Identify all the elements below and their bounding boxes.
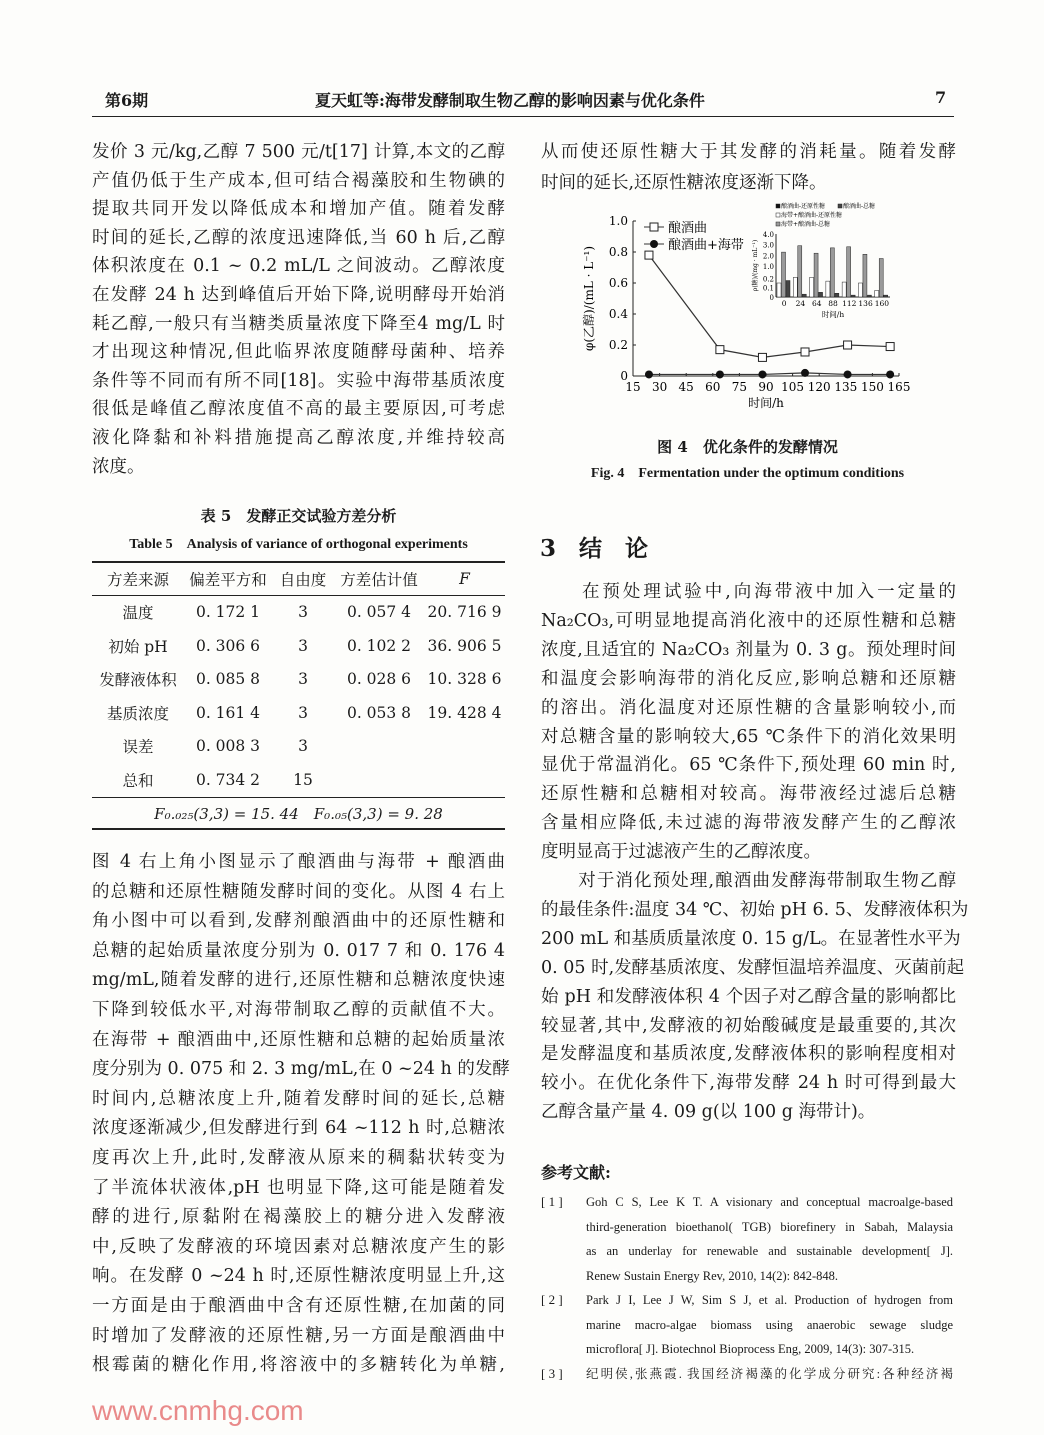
inset-bar [826, 281, 830, 297]
inset-legend-label: 酿酒曲-总糖 [843, 203, 876, 210]
table-cell: 0. 008 3 [195, 737, 261, 756]
inset-bar [858, 283, 862, 297]
data-point-square [645, 251, 653, 259]
figure-caption-en: Fig. 4 Fermentation under the optimum conditions [590, 466, 905, 481]
inset-bar [875, 290, 879, 297]
inset-y-tick-label: 2.0 [762, 252, 774, 261]
text-line: 角小图中可以看到,发酵剂酿酒曲中的还原性糖和 [92, 911, 505, 932]
x-tick-label: 150 [860, 380, 884, 394]
y-tick-label: 0.8 [608, 245, 628, 259]
text-line: 对于消化预处理,酿酒曲发酵海带制取生物乙醇 [541, 871, 956, 891]
column-header: 方差估计值 [340, 570, 418, 589]
text-line: 了半流体状液体,pH 也明显下降,这可能是随着发 [92, 1177, 505, 1198]
table-cell: 3 [298, 703, 308, 722]
inset-bar [793, 277, 797, 297]
legend-label: 酿酒曲+海带 [668, 238, 744, 253]
table-title-cn: 表 5 发酵正交试验方差分析 [200, 507, 397, 525]
data-point-square [844, 341, 852, 349]
text-line: 还原性糖和总糖相对较高。海带液经过滤后总糖 [541, 784, 956, 805]
text-line: 乙醇含量产量 4. 09 g(以 100 g 海带计)。 [541, 1102, 876, 1123]
inset-legend-swatch [838, 204, 842, 208]
table-cell: 基质浓度 [106, 704, 169, 723]
figure-caption-cn: 图 4 优化条件的发酵情况 [657, 438, 838, 456]
table-cell [334, 730, 424, 764]
table-header-row [92, 562, 505, 596]
text-line: Na₂CO₃,可明显地提高消化液中的还原性糖和总糖 [541, 610, 956, 631]
reference-line: 纪明侯,张燕霞. 我国经济褐藻的化学成分研究:各种经济褐 [586, 1366, 953, 1381]
inset-y-tick-label: 3.0 [762, 241, 774, 250]
table-row [92, 696, 505, 730]
text-line: 度明显高于过滤液产生的乙醇浓度。 [541, 842, 821, 863]
references-heading: 参考文献: [541, 1163, 611, 1182]
text-line: 一方面是由于酿酒曲中含有还原性糖,在加菌的同 [92, 1296, 505, 1316]
inset-bar [782, 252, 786, 297]
table-cell: 温度 [122, 604, 154, 623]
reference-line: microflora[ J]. Biotechnol Bioprocess Eng, 2009, 14(3): 307-315. [586, 1342, 915, 1356]
y-tick-label: 0.4 [608, 307, 628, 321]
text-line: 耗乙醇,一般只有当糖类质量浓度下降至4 mg/L 时 [92, 313, 505, 334]
table-cell: 0. 085 8 [195, 670, 261, 689]
data-point-circle [758, 370, 766, 378]
text-line: 浓度逐渐减少,但发酵进行到 64 ~112 h 时,总糖浓 [92, 1118, 505, 1139]
inset-bar [835, 293, 839, 297]
section-heading: 3 结 论 [540, 535, 649, 562]
inset-x-tick-label: 24 [795, 299, 806, 308]
page-number: 7 [935, 88, 947, 107]
x-axis-label: 时间/h [748, 396, 784, 410]
inset-y-axis-label: ρ(糖)/(mg · mL⁻¹) [752, 239, 759, 292]
table-cell: 3 [298, 737, 308, 756]
table-cell: 0. 057 4 [346, 603, 412, 622]
reference-number: [ 2 ] [541, 1292, 563, 1307]
text-line: 液化降黏和补料措施提高乙醇浓度,并维持较高 [92, 428, 505, 448]
text-line: 对总糖含量的影响较大,65 ℃条件下的消化效果明 [541, 726, 956, 747]
inset-x-tick-label: 64 [811, 299, 822, 308]
text-line: 总糖的起始质量浓度分别为 0. 017 7 和 0. 176 4 [92, 940, 505, 961]
table-cell: 发酵液体积 [99, 671, 177, 690]
text-line: 度再次上升,此时,发酵液从原来的稠黏状转变为 [92, 1148, 505, 1168]
inset-bar [884, 295, 888, 297]
watermark: www.cnmhg.com [92, 1395, 304, 1426]
x-tick-label: 165 [887, 380, 911, 394]
column-header: 方差来源 [106, 570, 169, 589]
text-line: 的溶出。消化温度对还原性糖的含量影响较小,而 [541, 697, 956, 718]
reference-number: [ 3 ] [541, 1365, 563, 1381]
x-tick-label: 15 [625, 380, 641, 394]
table-cell: 0. 161 4 [195, 703, 261, 722]
table-row [92, 730, 505, 764]
data-point-circle [801, 369, 809, 377]
inset-bar [802, 294, 806, 297]
table-cell: 初始 pH [108, 637, 168, 656]
inset-y-tick-label: 0.2 [762, 275, 774, 284]
x-tick-label: 135 [834, 380, 858, 394]
reference-line: third-generation bioethanol( TGB) biorefinery in Sabah, Malaysia [586, 1219, 953, 1234]
inset-bar [810, 277, 814, 297]
table-cell [424, 730, 505, 764]
inset-legend-swatch [776, 204, 780, 208]
inset-x-tick-label: 88 [828, 299, 838, 308]
text-line: 才出现这种情况,但此临界浓度随酵母菌种、培养 [92, 342, 505, 363]
text-line: 显优于常温消化。65 ℃条件下,预处理 60 min 时, [541, 755, 956, 776]
inset-legend-label: 海带+酿酒曲-还原性糖 [781, 212, 843, 219]
table-cell: 0. 172 1 [195, 603, 261, 622]
table-cell: 36. 906 5 [427, 636, 502, 655]
text-line: 和温度会影响海带的消化反应,影响总糖和还原糖 [541, 668, 956, 689]
x-tick-label: 45 [678, 380, 694, 394]
reference-line: Goh C S, Lee K T. A visionary and conceptual macroalge-based [586, 1195, 953, 1209]
data-point-square [716, 346, 724, 354]
data-point-square [801, 348, 809, 356]
x-tick-label: 75 [731, 380, 748, 394]
inset-bar [830, 248, 834, 297]
text-line: 较小。在优化条件下,海带发酵 24 h 时可得到最大 [541, 1073, 956, 1094]
inset-y-tick-label: 0.1 [762, 284, 774, 293]
inset-x-tick-label: 136 [858, 299, 873, 308]
table-cell: 0. 053 8 [346, 703, 412, 722]
series-line-1 [649, 373, 890, 375]
text-line: 在海带 + 酿酒曲中,还原性糖和总糖的起始质量浓 [92, 1029, 505, 1050]
inset-legend-swatch [776, 222, 780, 226]
text-line: 含量相应降低,未过滤的海带液发酵产生的乙醇浓 [541, 813, 956, 834]
inset-y-tick-label: 4.0 [762, 231, 774, 239]
text-line: 酵的进行,原黏附在褐藻胶上的糖分进入发酵液 [92, 1207, 505, 1228]
table-cell: 10. 328 6 [427, 670, 502, 689]
text-line: 0. 05 时,发酵基质浓度、发酵恒温培养温度、灭菌前起 [541, 957, 965, 978]
legend-label: 酿酒曲 [668, 221, 708, 236]
table-cell: 15 [293, 770, 313, 789]
data-point-circle [844, 370, 852, 378]
inset-x-tick-label: 112 [842, 299, 857, 308]
data-point-circle [886, 370, 894, 378]
inset-x-tick-label: 160 [874, 299, 890, 308]
header-rule [92, 116, 954, 117]
text-line: 条件等不同而有所不同[18]。实验中海带基质浓度 [92, 370, 505, 391]
text-line: 时间的延长,还原性糖浓度逐渐下降。 [541, 173, 827, 193]
text-line: 从而使还原性糖大于其发酵的消耗量。随着发酵 [541, 142, 956, 162]
table-bottom-rule [92, 828, 505, 830]
inset-bar [851, 295, 855, 297]
inset-x-axis-label: 时间/h [821, 310, 845, 319]
table-row [92, 763, 505, 797]
x-tick-label: 105 [781, 380, 805, 394]
legend-marker-circle [650, 240, 658, 248]
inset-bar [798, 246, 802, 297]
table-cell: 20. 716 9 [427, 603, 502, 622]
text-line: 根霉菌的糖化作用,将溶液中的多糖转化为单糖, [92, 1355, 505, 1376]
text-line: 在发酵 24 h 达到峰值后开始下降,说明酵母开始消 [92, 285, 505, 305]
running-title: 夏天虹等:海带发酵制取生物乙醇的影响因素与优化条件 [315, 91, 705, 110]
table-cell: 总和 [122, 771, 154, 790]
table-footnote: F₀.₀₂₅(3,3) = 15. 44 F₀.₀₅(3,3) = 9. 28 [154, 805, 443, 823]
inset-y-tick-label: 0 [769, 294, 774, 302]
reference-line: as an underlay for renewable and sustainable development[ J]. [586, 1244, 953, 1258]
y-tick-label: 0.6 [608, 276, 628, 290]
x-tick-label: 90 [758, 380, 774, 394]
inset-bar [847, 247, 851, 297]
table-cell: 19. 428 4 [427, 703, 502, 722]
data-point-circle [645, 370, 653, 378]
issue-number: 第6期 [105, 91, 149, 110]
data-point-square [758, 353, 766, 361]
text-line: 时增加了发酵液的还原性糖,另一方面是酿酒曲中 [92, 1325, 505, 1346]
table-cell: 0. 734 2 [195, 770, 261, 789]
inset-legend-label: 海带+酿酒曲-总糖 [781, 221, 831, 228]
column-header: F [459, 569, 470, 588]
reference-line: marine macro-algae biomass using anaerobic sewage sludge [586, 1317, 953, 1332]
inset-bar [814, 253, 818, 297]
text-line: 很低是峰值乙醇浓度值不高的最主要原因,可考虑 [92, 399, 505, 420]
inset-bar [863, 254, 867, 297]
data-point-square [886, 343, 894, 351]
x-tick-label: 30 [651, 380, 668, 394]
x-tick-label: 60 [705, 380, 721, 394]
text-line: 发价 3 元/kg,乙醇 7 500 元/t[17] 计算,本文的乙醇 [92, 142, 505, 162]
anova-table [92, 562, 505, 797]
text-line: 时间的延长,乙醇的浓度迅速降低,当 60 h 后,乙醇 [92, 227, 505, 248]
table-cell: 0. 102 2 [346, 636, 412, 655]
table-row [92, 629, 505, 663]
table-row [92, 663, 505, 697]
text-line: 提取共同开发以降低成本和增加产值。随着发酵 [92, 199, 505, 220]
data-point-circle [716, 370, 724, 378]
y-axis-label: φ(乙醇)/(mL · L⁻¹) [582, 245, 596, 352]
reference-line: Renew Sustain Energy Rev, 2010, 14(2): 842-848. [586, 1268, 839, 1283]
inset-y-tick-label: 1.0 [762, 263, 774, 271]
text-line: 下降到较低水平,对海带制取乙醇的贡献值不大。 [92, 1000, 505, 1020]
legend-marker-square [650, 223, 658, 231]
table-cell: 0. 306 6 [195, 636, 261, 655]
table-cell [424, 763, 505, 797]
text-line: 浓度。 [92, 456, 145, 477]
table-cell: 3 [298, 603, 308, 622]
table-title-en: Table 5 Analysis of variance of orthogonal experiments [129, 537, 468, 552]
text-line: 体积浓度在 0.1 ~ 0.2 mL/L 之间波动。乙醇浓度 [92, 256, 505, 277]
text-line: 较显著,其中,发酵液的初始酸碱度是最重要的,其次 [541, 1015, 956, 1036]
text-line: 在预处理试验中,向海带液中加入一定量的 [541, 582, 956, 602]
column-header: 偏差平方和 [189, 570, 267, 589]
y-tick-label: 0 [620, 369, 628, 383]
inset-bar [777, 283, 781, 297]
table-cell: 误差 [122, 738, 154, 757]
table-cell: 3 [298, 636, 308, 655]
inset-legend-label: 酿酒曲-还原性糖 [781, 203, 826, 210]
table-cell: 3 [298, 670, 308, 689]
figure4-chart [560, 200, 940, 425]
table-row [92, 596, 505, 630]
y-tick-label: 1.0 [608, 214, 628, 228]
inset-bar [842, 282, 846, 297]
text-line: 图 4 右上角小图显示了酿酒曲与海带 + 酿酒曲 [92, 852, 505, 872]
reference-line: Park J I, Lee J W, Sim S J, et al. Production of hydrogen from [586, 1293, 953, 1307]
text-line: mg/mL,随着发酵的进行,还原性糖和总糖浓度快速 [92, 970, 505, 991]
text-line: 是发酵温度和基质浓度,发酵液体积的影响程度相对 [541, 1044, 956, 1065]
y-tick-label: 0.2 [608, 338, 628, 352]
table-cell: 0. 028 6 [346, 670, 412, 689]
text-line: 响。在发酵 0 ~24 h 时,还原性糖浓度明显上升,这 [92, 1266, 505, 1287]
text-line: 的最佳条件:温度 34 ℃、初始 pH 6. 5、发酵液体积为 [541, 899, 969, 920]
inset-legend-swatch [776, 213, 780, 217]
inset-bar [786, 281, 790, 297]
x-tick-label: 120 [807, 380, 831, 394]
text-line: 中,反映了发酵液的环境因素对总糖浓度产生的影 [92, 1236, 505, 1257]
text-line: 浓度,且适宜的 Na₂CO₃ 剂量为 0. 3 g。预处理时间 [541, 639, 956, 660]
text-line: 产值仍低于生产成本,但可结合褐藻胶和生物碘的 [92, 170, 505, 191]
table-body-rule [92, 797, 505, 798]
inset-x-tick-label: 0 [781, 299, 787, 308]
inset-bar [819, 292, 823, 297]
text-line: 时间内,总糖浓度上升,随着发酵时间的延长,总糖 [92, 1088, 505, 1109]
text-line: 始 pH 和发酵液体积 4 个因子对乙醇含量的影响都比 [541, 986, 956, 1007]
column-header: 自由度 [279, 570, 327, 589]
table-cell [334, 763, 424, 797]
inset-bar [879, 259, 883, 297]
text-line: 度分别为 0. 075 和 2. 3 mg/mL,在 0 ~24 h 的发酵 [92, 1059, 510, 1080]
text-line: 200 mL 和基质质量浓度 0. 15 g/L。在显著性水平为 [541, 928, 961, 949]
reference-number: [ 1 ] [541, 1194, 563, 1209]
text-line: 的总糖和还原性糖随发酵时间的变化。从图 4 右上 [92, 881, 505, 902]
inset-bar [867, 295, 871, 297]
